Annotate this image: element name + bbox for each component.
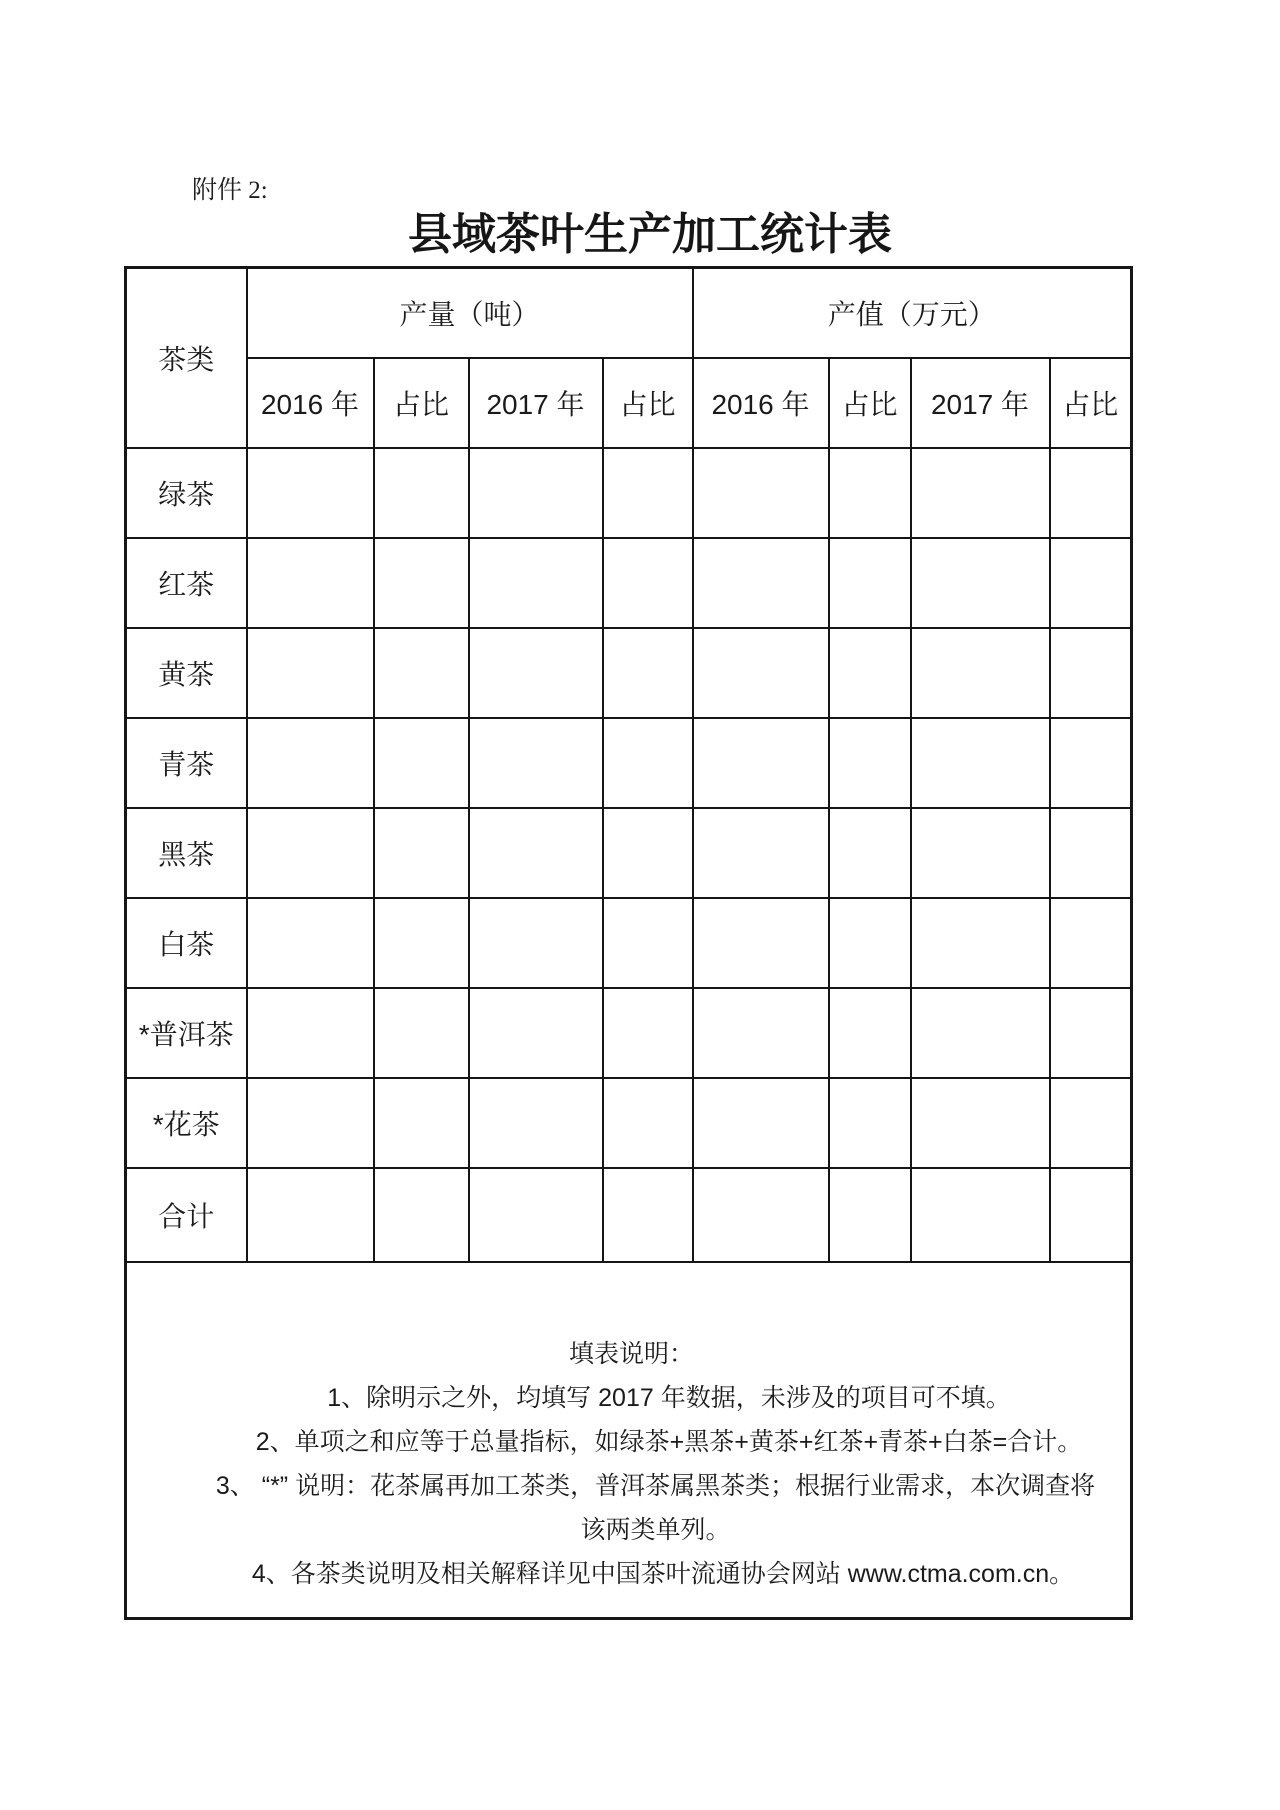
data-cell [469,628,603,718]
production-group-header: 产量（吨） [247,268,693,358]
data-cell [829,628,911,718]
data-cell [911,718,1050,808]
data-cell [469,898,603,988]
table-row-puer-tea [126,988,1132,1078]
data-cell [469,538,603,628]
data-cell [469,988,603,1078]
data-cell [911,1168,1050,1262]
notes-section [126,1262,1132,1619]
data-cell [247,988,374,1078]
table-row-flower-tea [126,1078,1132,1168]
table-row-white-tea [126,898,1132,988]
tea-row-label: *花茶 [126,1078,247,1168]
tea-row-label: 绿茶 [126,448,247,538]
data-cell [247,718,374,808]
data-cell [247,628,374,718]
data-cell [603,718,693,808]
subheader-production-ratio-2016: 占比 [374,358,469,448]
data-cell [911,538,1050,628]
data-cell [469,1078,603,1168]
table-row-yellow-tea [126,628,1132,718]
subheader-production-2016: 2016 年 [247,358,374,448]
data-cell [911,448,1050,538]
data-cell [911,898,1050,988]
data-cell [247,448,374,538]
data-cell [603,1168,693,1262]
data-cell [603,988,693,1078]
data-cell [1050,1168,1132,1262]
tea-row-label: *普洱茶 [126,988,247,1078]
subheader-value-2017: 2017 年 [911,358,1050,448]
attachment-label: 附件 2: [192,177,268,204]
data-cell [911,808,1050,898]
data-cell [1050,448,1132,538]
data-cell [469,1168,603,1262]
data-cell [247,1168,374,1262]
data-cell [693,988,829,1078]
data-cell [911,1078,1050,1168]
notes-row [126,1262,1132,1619]
data-cell [829,808,911,898]
data-cell [374,898,469,988]
data-cell [693,628,829,718]
sub-header-row [126,358,1132,448]
data-cell [1050,718,1132,808]
data-cell [829,1078,911,1168]
tea-row-label: 青茶 [126,718,247,808]
data-cell [374,808,469,898]
table-row-oolong-tea [126,718,1132,808]
note-line-1: 1、除明示之外，均填写 2017 年数据，未涉及的项目可不填。 [327,1383,1011,1412]
data-cell [911,988,1050,1078]
data-cell [829,538,911,628]
table-row-black-tea [126,538,1132,628]
note-line-4: 4、各茶类说明及相关解释详见中国茶叶流通协会网站 www.ctma.com.cn。 [251,1559,1075,1588]
notes-heading: 填表说明： [568,1339,694,1368]
data-cell [693,898,829,988]
data-cell [603,448,693,538]
data-cell [374,628,469,718]
data-cell [469,448,603,538]
subheader-value-ratio-2016: 占比 [829,358,911,448]
subheader-value-ratio-2017: 占比 [1050,358,1132,448]
data-cell [374,1078,469,1168]
data-cell [693,718,829,808]
tea-row-label: 黄茶 [126,628,247,718]
data-cell [1050,898,1132,988]
tea-row-label: 红茶 [126,538,247,628]
data-cell [603,808,693,898]
note-line-3: 3、 “*” 说明：花茶属再加工茶类，普洱茶属黑茶类；根据行业需求，本次调查将 [215,1471,1096,1500]
data-cell [603,628,693,718]
data-cell [247,898,374,988]
data-cell [1050,988,1132,1078]
subheader-production-2017: 2017 年 [469,358,603,448]
data-cell [829,718,911,808]
note-line-3-continuation: 该两类单列。 [580,1515,731,1544]
data-cell [1050,808,1132,898]
data-cell [469,808,603,898]
tea-row-label: 合计 [126,1168,247,1262]
data-cell [693,448,829,538]
data-cell [829,988,911,1078]
data-cell [829,898,911,988]
data-cell [247,1078,374,1168]
table-row-dark-tea [126,808,1132,898]
data-cell [247,538,374,628]
data-cell [829,1168,911,1262]
data-cell [1050,1078,1132,1168]
data-cell [374,718,469,808]
data-cell [693,1168,829,1262]
tea-row-label: 黑茶 [126,808,247,898]
table-row-total [126,1168,1132,1262]
note-line-2: 2、单项之和应等于总量指标，如绿茶+黑茶+黄茶+红茶+青茶+白茶=合计。 [255,1427,1083,1456]
tea-row-label: 白茶 [126,898,247,988]
table-row-green-tea [126,448,1132,538]
data-cell [374,538,469,628]
tea-category-header: 茶类 [126,268,247,448]
data-cell [829,448,911,538]
data-cell [1050,628,1132,718]
subheader-value-2016: 2016 年 [693,358,829,448]
data-cell [374,1168,469,1262]
data-cell [693,1078,829,1168]
group-header-row [126,268,1132,358]
tea-statistics-table [124,266,1133,1620]
data-cell [374,448,469,538]
data-cell [603,1078,693,1168]
data-cell [247,808,374,898]
page-title: 县域茶叶生产加工统计表 [408,210,892,259]
data-cell [603,538,693,628]
subheader-production-ratio-2017: 占比 [603,358,693,448]
value-group-header: 产值（万元） [693,268,1132,358]
data-cell [693,808,829,898]
data-cell [374,988,469,1078]
data-cell [469,718,603,808]
data-cell [911,628,1050,718]
data-cell [1050,538,1132,628]
data-cell [603,898,693,988]
data-cell [693,538,829,628]
